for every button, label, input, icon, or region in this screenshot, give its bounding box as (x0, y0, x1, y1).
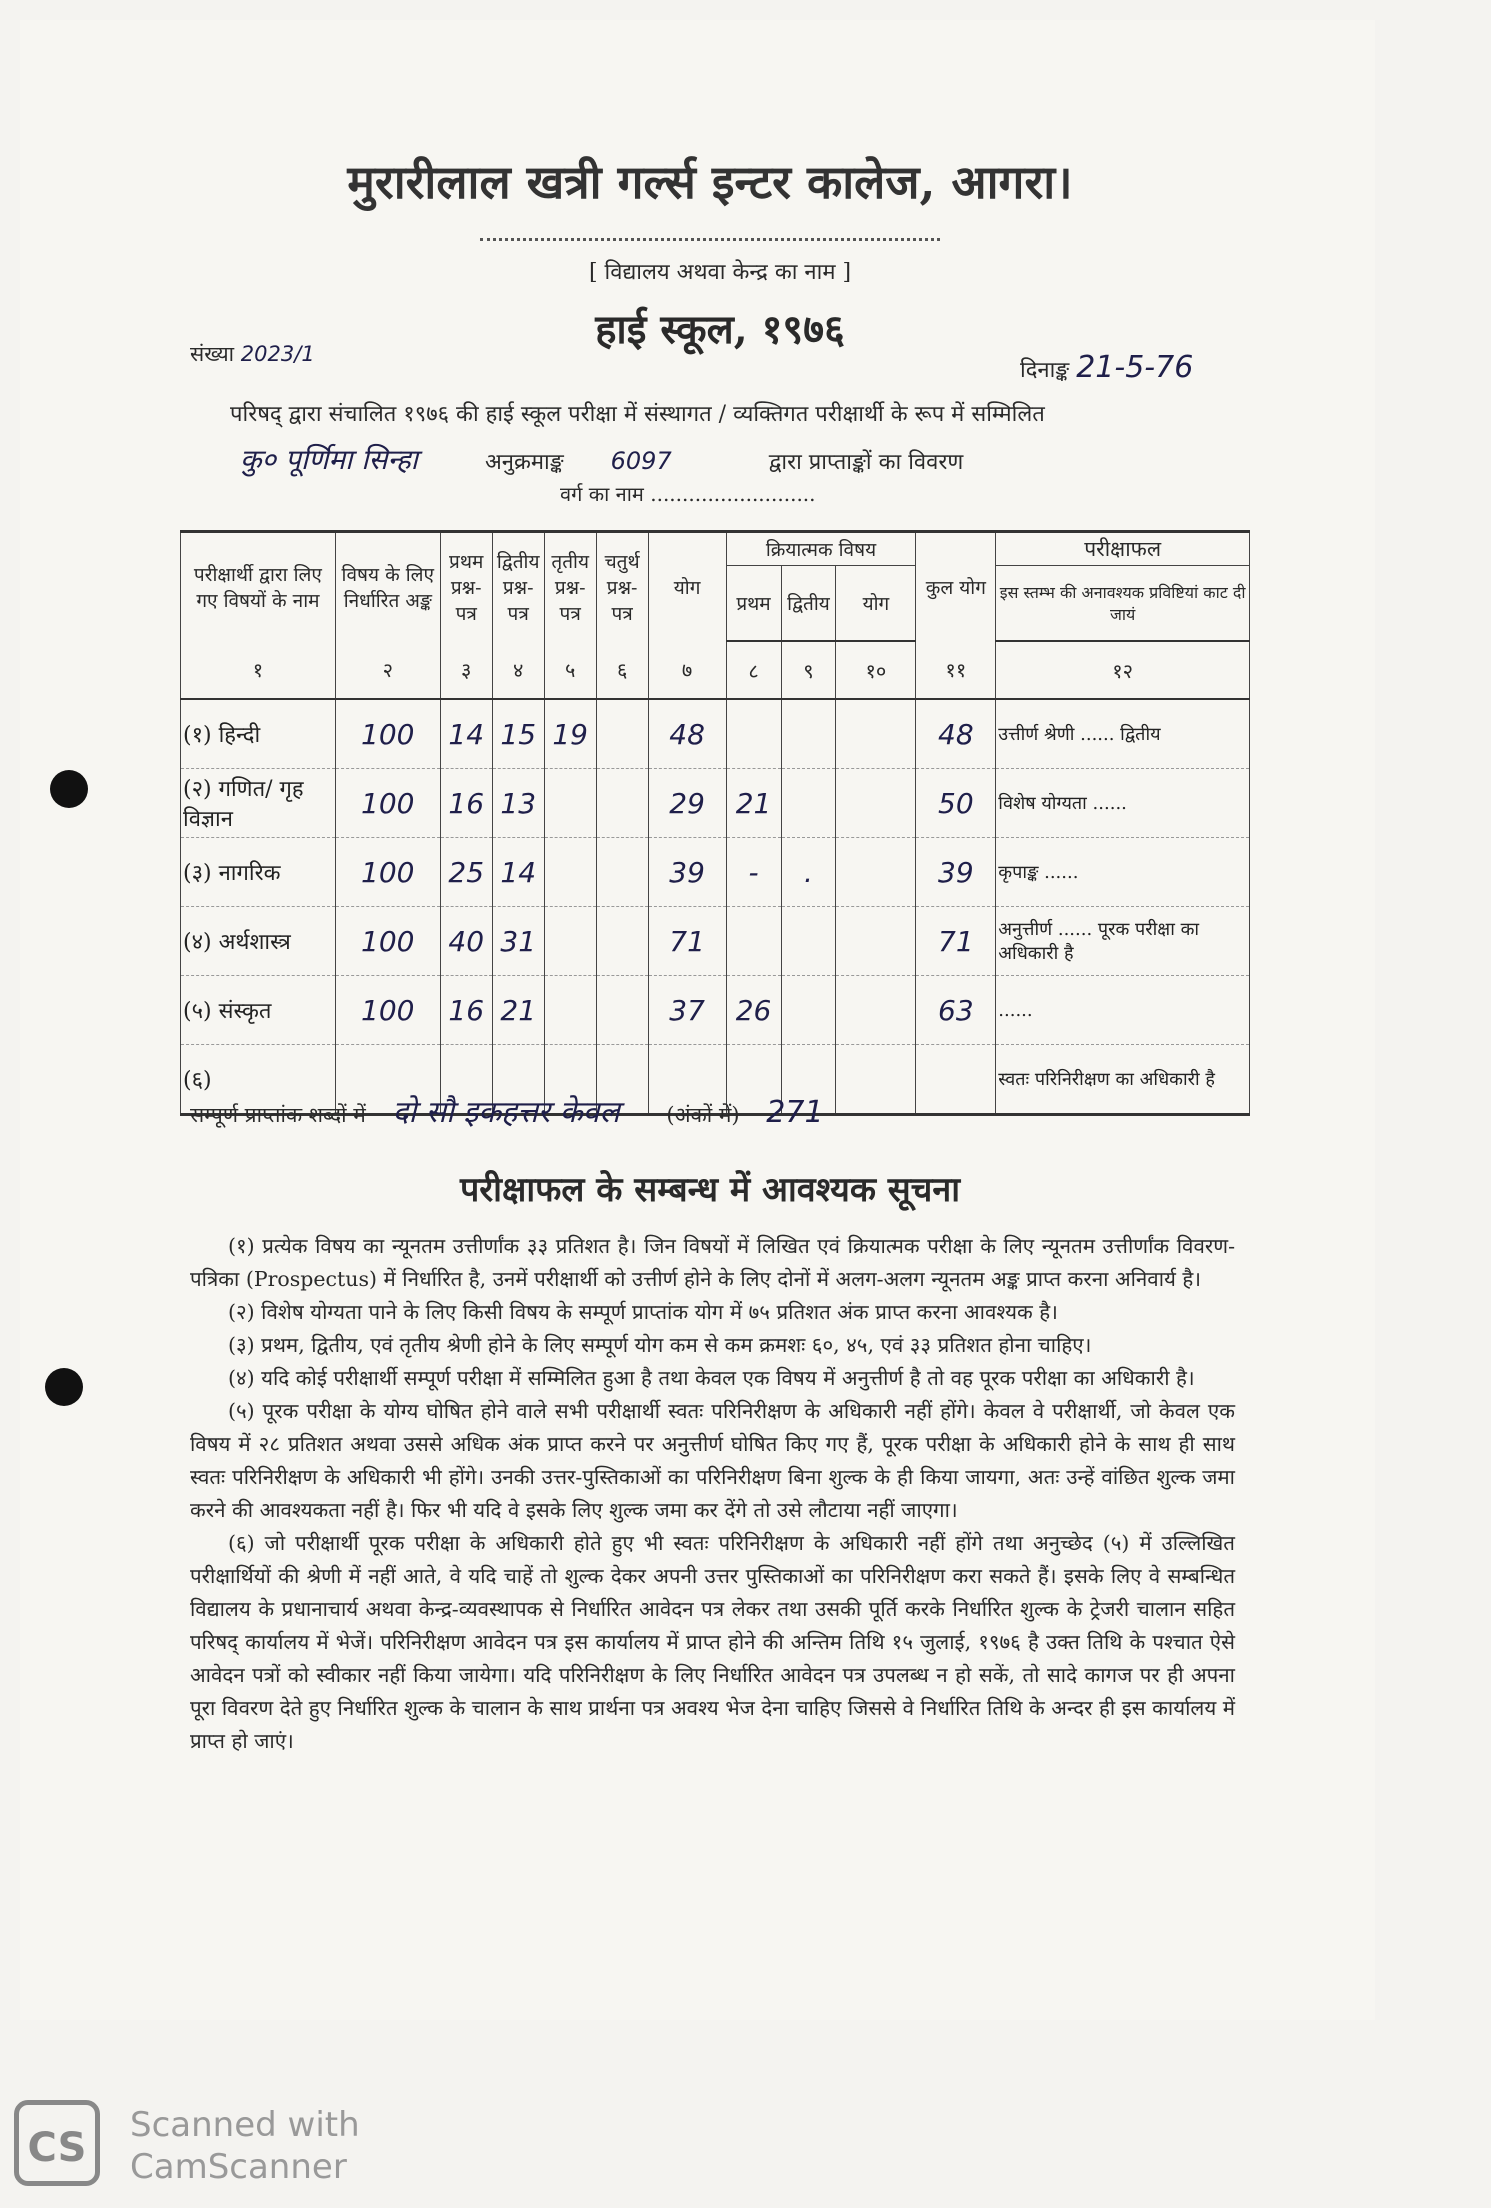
header-p4: चतुर्थ प्रश्न-पत्र (596, 532, 648, 642)
col-number: ७ (648, 641, 726, 699)
total-words-label: सम्पूर्ण प्राप्तांक शब्दों में (190, 1103, 366, 1127)
cell-yog: 71 (648, 907, 726, 976)
col-number: ८ (726, 641, 781, 699)
cell-pr2 (781, 976, 836, 1045)
cell-pryog (836, 976, 916, 1045)
cell-pr2: . (781, 838, 836, 907)
cell-p2: 15 (492, 699, 544, 769)
col-number: ५ (544, 641, 596, 699)
cell-p1: 14 (440, 699, 492, 769)
cell-p3: 19 (544, 699, 596, 769)
col-number: ११ (916, 641, 996, 699)
cell-max: 100 (335, 699, 440, 769)
header-result-note: इस स्तम्भ की अनावश्यक प्रविष्टियां काट दी जायं (996, 566, 1250, 642)
col-number: ९ (781, 641, 836, 699)
cell-p3 (544, 769, 596, 838)
col-number: २ (335, 641, 440, 699)
total-digits-value: 271 (766, 1095, 824, 1130)
cell-p1: 40 (440, 907, 492, 976)
cell-pr1: - (726, 838, 781, 907)
cell-p1: 16 (440, 976, 492, 1045)
header-pr2: द्वितीय (781, 566, 836, 642)
header-pr1: प्रथम (726, 566, 781, 642)
cell-p2: 14 (492, 838, 544, 907)
notice-rules (190, 1230, 1235, 1758)
cell-pryog (836, 769, 916, 838)
camscanner-line1: Scanned with (130, 2105, 360, 2145)
sankhya-value: 2023/1 (240, 342, 315, 366)
cell-p4 (596, 976, 648, 1045)
cell-subject: (४) अर्थशास्त्र (181, 907, 336, 976)
varg-line: वर्ग का नाम .......................... (560, 482, 816, 506)
header-pryog: योग (836, 566, 916, 642)
total-digits-label: (अंकों में) (666, 1103, 740, 1127)
table-row (181, 976, 1250, 1045)
cell-result: उत्तीर्ण श्रेणी ...... द्वितीय (996, 699, 1250, 769)
camscanner-text (130, 2104, 360, 2188)
title-underline (480, 238, 940, 241)
cell-max: 100 (335, 907, 440, 976)
cell-subject: (६) (181, 1045, 336, 1115)
cell-yog: 37 (648, 976, 726, 1045)
student-name: कु० पूर्णिमा सिन्हा (240, 443, 418, 476)
header-p1: प्रथम प्रश्न-पत्र (440, 532, 492, 642)
rule-paragraph: (५) पूरक परीक्षा के योग्य घोषित होने वाले सभी परीक्षार्थी स्वतः परिनिरीक्षण के अधिकारी नहीं होंगे। केवल वे परीक्षार्थी, जो केवल एक विषय में २८ प्रतिशत अथवा उससे अधिक अंक प्राप्त करने पर अनुत्तीर्ण घोषित किए गए हैं, पूरक परीक्षा के अधिकारी होने के साथ ही साथ स्वतः परिनिरीक्षण के अधिकारी भी होंगे। उनकी उत्तर-पुस्तिकाओं का परिनिरीक्षण बिना शुल्क के ही किया जायगा, अतः उन्हें वांछित शुल्क जमा करने की आवश्यकता नहीं है। फिर भी यदि वे इसके लिए शुल्क जमा कर देंगे तो उसे लौटाया नहीं जाएगा। (190, 1399, 1235, 1522)
cell-p3 (544, 976, 596, 1045)
cell-pryog (836, 699, 916, 769)
cell-p2: 31 (492, 907, 544, 976)
roll-value: 6097 (610, 447, 672, 475)
cell-p4 (596, 769, 648, 838)
cell-subject: (५) संस्कृत (181, 976, 336, 1045)
header-subject: परीक्षार्थी द्वारा लिए गए विषयों के नाम (181, 532, 336, 642)
school-subtitle: [ विद्यालय अथवा केन्द्र का नाम ] (588, 260, 852, 285)
cell-pr2 (781, 907, 836, 976)
cell-pr1 (726, 699, 781, 769)
table-row (181, 907, 1250, 976)
col-number: ३ (440, 641, 492, 699)
marks-details-label: द्वारा प्राप्ताङ्कों का विवरण (768, 450, 964, 475)
cell-pr1: 26 (726, 976, 781, 1045)
sankhya-label: संख्या (190, 342, 235, 366)
cell-max: 100 (335, 838, 440, 907)
notice-title: परीक्षाफल के सम्बन्ध में आवश्यक सूचना (459, 1170, 961, 1210)
camscanner-logo: CS (14, 2100, 100, 2186)
sankhya-field (190, 340, 315, 368)
cell-p4 (596, 699, 648, 769)
punch-hole (45, 1368, 83, 1406)
cell-max: 100 (335, 769, 440, 838)
cell-pr1: 21 (726, 769, 781, 838)
col-number: ६ (596, 641, 648, 699)
table-row (181, 838, 1250, 907)
cell-p2: 13 (492, 769, 544, 838)
cell-max: 100 (335, 976, 440, 1045)
header-result: परीक्षाफल (996, 532, 1250, 566)
varg-label: वर्ग का नाम (560, 482, 644, 506)
cell-pryog (836, 838, 916, 907)
cell-total (916, 1045, 996, 1115)
cell-p4 (596, 907, 648, 976)
col-number: १० (836, 641, 916, 699)
rule-paragraph: (३) प्रथम, द्वितीय, एवं तृतीय श्रेणी होने के लिए सम्पूर्ण योग कम से कम क्रमशः ६०, ४५, एवं ३३ प्रतिशत होना चाहिए। (228, 1333, 1092, 1357)
cell-result: विशेष योग्यता ...... (996, 769, 1250, 838)
cell-pryog (836, 907, 916, 976)
cell-p3 (544, 838, 596, 907)
cell-p1: 16 (440, 769, 492, 838)
cell-pr1 (726, 907, 781, 976)
header-practical: क्रियात्मक विषय (726, 532, 916, 566)
cell-total: 50 (916, 769, 996, 838)
total-words-value: दो सौ इकहत्तर केवल (392, 1095, 620, 1130)
header-p2: द्वितीय प्रश्न-पत्र (492, 532, 544, 642)
cell-total: 63 (916, 976, 996, 1045)
rule-paragraph: (२) विशेष योग्यता पाने के लिए किसी विषय के सम्पूर्ण प्राप्तांक योग में ७५ प्रतिशत अंक प्राप्त करना आवश्यक है। (228, 1300, 1058, 1324)
header-yog: योग (648, 532, 726, 642)
header-total: कुल योग (916, 532, 996, 642)
cell-pr2 (781, 769, 836, 838)
header-p3: तृतीय प्रश्न-पत्र (544, 532, 596, 642)
cell-p3 (544, 907, 596, 976)
rule-paragraph: (६) जो परीक्षार्थी पूरक परीक्षा के अधिकारी होते हुए भी स्वतः परिनिरीक्षण के अधिकारी नहीं होंगे तथा अनुच्छेद (५) में उल्लिखित परीक्षार्थियों की श्रेणी में नहीं आते, वे यदि चाहें तो शुल्क देकर अपनी उत्तर पुस्तिकाओं का परिनिरीक्षण करा सकते हैं। इसके लिए वे सम्बन्धित विद्यालय के प्रधानाचार्य अथवा केन्द्र-व्यवस्थापक से निर्धारित आवेदन पत्र लेकर तथा उसकी पूर्ति करके निर्धारित शुल्क के ट्रेजरी चालान सहित परिषद् कार्यालय में भेजें। परिनिरीक्षण आवेदन पत्र इस कार्यालय में प्राप्त होने की अन्तिम तिथि १५ जुलाई, १९७६ है उक्त तिथि के पश्चात ऐसे आवेदन पत्रों को स्वीकार नहीं किया जायेगा। यदि परिनिरीक्षण के लिए निर्धारित आवेदन पत्र उपलब्ध न हो सकें, तो सादे कागज पर ही अपना पूरा विवरण देते हुए निर्धारित शुल्क के चालान के साथ प्रार्थना पत्र अवश्य भेज देना चाहिए जिससे वे निर्धारित तिथि के अन्दर ही इस कार्यालय में प्राप्त हो जाएं। (190, 1531, 1236, 1753)
col-number: १२ (996, 641, 1250, 699)
cell-p2: 21 (492, 976, 544, 1045)
col-number: १ (181, 641, 336, 699)
exam-name: हाई स्कूल, १९७६ (595, 306, 845, 353)
cell-yog: 48 (648, 699, 726, 769)
intro-line: परिषद् द्वारा संचालित १९७६ की हाई स्कूल परीक्षा में संस्थागत / व्यक्तिगत परीक्षार्थी के रूप में सम्मिलित (230, 402, 1045, 427)
rule-paragraph: (१) प्रत्येक विषय का न्यूनतम उत्तीर्णांक ३३ प्रतिशत है। जिन विषयों में लिखित एवं क्रियात्मक परीक्षा के लिए न्यूनतम उत्तीर्णांक विवरण-पत्रिका (Prospectus) में निर्धारित है, उनमें परीक्षार्थी को उत्तीर्ण होने के लिए दोनों में अलग-अलग न्यूनतम अङ्क प्राप्त करना अनिवार्य है। (190, 1234, 1235, 1291)
marks-table (180, 530, 1250, 1116)
table-row (181, 769, 1250, 838)
cell-pr2 (781, 699, 836, 769)
cell-subject: (१) हिन्दी (181, 699, 336, 769)
header-max: विषय के लिए निर्धारित अङ्क (335, 532, 440, 642)
cell-p1: 25 (440, 838, 492, 907)
cell-subject: (३) नागरिक (181, 838, 336, 907)
table-row (181, 699, 1250, 769)
cell-p4 (596, 838, 648, 907)
total-line (190, 1090, 824, 1131)
col-number: ४ (492, 641, 544, 699)
cell-result: ...... (996, 976, 1250, 1045)
cell-yog: 29 (648, 769, 726, 838)
cell-result: स्वतः परिनिरीक्षण का अधिकारी है (996, 1045, 1250, 1115)
dinank-label: दिनाङ्क (1020, 358, 1070, 383)
cell-pryog (836, 1045, 916, 1115)
cell-result: अनुत्तीर्ण ...... पूरक परीक्षा का अधिकारी है (996, 907, 1250, 976)
cell-total: 48 (916, 699, 996, 769)
cell-total: 71 (916, 907, 996, 976)
dinank-value: 21-5-76 (1076, 350, 1194, 385)
rule-paragraph: (४) यदि कोई परीक्षार्थी सम्पूर्ण परीक्षा में सम्मिलित हुआ है तथा केवल एक विषय में अनुत्तीर्ण है तो वह पूरक परीक्षा का अधिकारी है। (228, 1366, 1195, 1390)
camscanner-line2: CamScanner (130, 2147, 347, 2187)
dinank-field (1020, 350, 1193, 385)
cell-result: कृपाङ्क ...... (996, 838, 1250, 907)
cell-yog: 39 (648, 838, 726, 907)
student-line (240, 440, 1240, 478)
school-title: मुरारीलाल खत्री गर्ल्स इन्टर कालेज, आगरा। (347, 155, 1073, 209)
cell-total: 39 (916, 838, 996, 907)
punch-hole (50, 770, 88, 808)
cell-subject: (२) गणित/ गृह विज्ञान (181, 769, 336, 838)
roll-label: अनुक्रमाङ्क (484, 450, 564, 475)
